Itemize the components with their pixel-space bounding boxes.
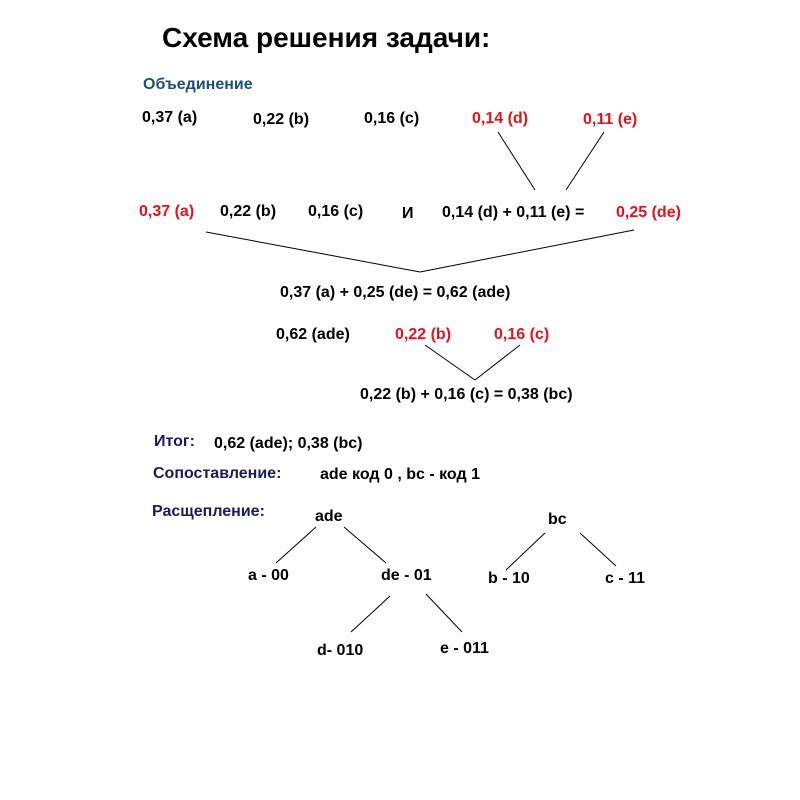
merge-label: Объединение xyxy=(143,76,253,93)
row3-b: 0,22 (b) xyxy=(395,326,452,343)
line-b-to-bc xyxy=(425,345,475,380)
tree-node-d: d- 010 xyxy=(317,642,364,659)
row1-b: 0,22 (b) xyxy=(253,111,310,128)
line-de-to-d xyxy=(351,596,390,632)
sum-bc: 0,22 (b) + 0,16 (c) = 0,38 (bc) xyxy=(360,386,573,403)
line-de-to-e xyxy=(426,594,462,632)
row1-a: 0,37 (a) xyxy=(142,109,198,126)
tree-node-de: de - 01 xyxy=(381,567,432,584)
line-a-to-ade xyxy=(206,232,420,272)
row1-e: 0,11 (e) xyxy=(583,111,638,128)
tree-node-bc: bc xyxy=(548,511,567,528)
page-title: Схема решения задачи: xyxy=(162,22,491,53)
line-ade-to-de xyxy=(344,527,386,563)
line-ade-to-a xyxy=(276,527,316,563)
split-label: Расщепление: xyxy=(152,503,265,520)
sum-ade: 0,37 (a) + 0,25 (de) = 0,62 (ade) xyxy=(280,284,511,301)
row2-sum-expr: 0,14 (d) + 0,11 (e) = xyxy=(442,204,585,221)
tree-node-ade: ade xyxy=(315,508,343,525)
row3-c: 0,16 (c) xyxy=(494,326,550,343)
tree-node-c: c - 11 xyxy=(605,570,646,587)
row1-c: 0,16 (c) xyxy=(364,110,420,127)
tree-node-b: b - 10 xyxy=(488,570,530,587)
row2-a: 0,37 (a) xyxy=(139,203,195,220)
result-value: 0,62 (ade); 0,38 (bc) xyxy=(214,435,363,452)
row2-and: И xyxy=(402,205,414,222)
row1-d: 0,14 (d) xyxy=(472,110,529,127)
line-bc-to-c xyxy=(580,533,616,566)
row2-c: 0,16 (c) xyxy=(308,203,364,220)
row3-ade: 0,62 (ade) xyxy=(276,326,350,343)
line-de-to-ade xyxy=(420,230,634,272)
match-value: ade код 0 , bc - код 1 xyxy=(320,466,480,483)
tree-node-e: e - 011 xyxy=(440,640,489,657)
line-d-to-sum xyxy=(498,132,535,190)
match-label: Сопоставление: xyxy=(153,465,282,482)
tree-node-a: a - 00 xyxy=(248,567,289,584)
line-bc-to-b xyxy=(506,533,545,570)
row2-b: 0,22 (b) xyxy=(220,203,277,220)
row2-sum-result: 0,25 (de) xyxy=(616,204,681,221)
result-label: Итог: xyxy=(154,433,195,450)
line-e-to-sum xyxy=(566,132,604,190)
line-c-to-bc xyxy=(475,345,520,380)
